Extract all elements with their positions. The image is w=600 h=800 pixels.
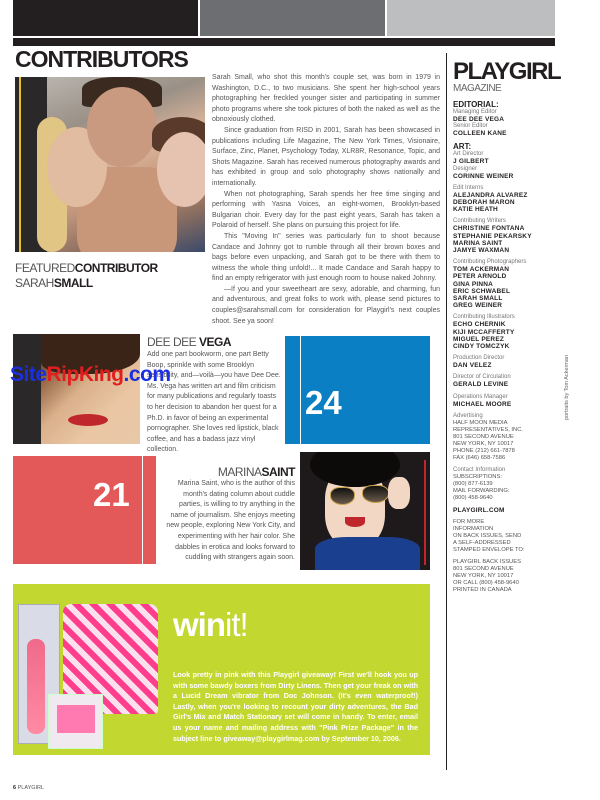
name-light: MARINA xyxy=(217,465,262,479)
info-line: A SELF-ADDRESSED xyxy=(453,540,511,547)
role-label: Production Director xyxy=(453,355,505,362)
contact-line: MAIL FORWARDING: xyxy=(453,487,510,494)
illus-mouth xyxy=(345,517,365,527)
title-bold: win xyxy=(173,606,225,643)
dee-dee-vega-name xyxy=(147,335,231,349)
name-light: DEE DEE xyxy=(147,335,200,349)
staff-name: MARINA SAINT xyxy=(453,239,503,247)
marina-saint-bio: Marina Saint, who is the author of this month's dating column about cuddle parties, is willing to try anything in the name of journalism. She enjoys meeting new people, exploring New York City, and experimenting with her hair color. She dabbles in erotica and looks forward to cuddling with strangers again soon. xyxy=(166,480,295,562)
couple-photo-image xyxy=(47,77,205,252)
address-line: NEW YORK, NY 10017 xyxy=(453,573,514,580)
box-divider xyxy=(142,456,143,564)
illus-hand xyxy=(388,477,410,509)
staff-name: ECHO CHERNIK xyxy=(453,321,506,329)
giveaway-body: Look pretty in pink with this Playgirl giveaway! First we'll hook you up with some bawdy boxers from Dirty Linens. Then get your freak on with a Lucid Dream vibrator from Doc Johnson. (It's even waterproof!) Lastly, when you're looking to recount your dirty adventures, the Bad Girl's Mix and Match Stationary set will come in handy. To enter, email us your name and mailing address with "Pink Prize Package" in the subject line to giveaway@playgirlmag.com by September 10, 2006. xyxy=(173,670,418,743)
staff-name: KATIE HEATH xyxy=(453,206,498,214)
address-line: NEW YORK, NY 10017 xyxy=(453,440,514,447)
contact-section xyxy=(453,467,593,502)
illus-hair xyxy=(310,452,400,487)
name-light: SARAH xyxy=(15,276,54,290)
page-footer xyxy=(13,785,44,791)
page-number-box-blue xyxy=(285,336,430,444)
staff-name: DAN VELEZ xyxy=(453,362,492,370)
footer-brand: PLAYGIRL xyxy=(17,785,45,791)
address-line: PRINTED IN CANADA xyxy=(453,587,512,594)
role-label: Advertising xyxy=(453,412,483,419)
bar-segment-dark xyxy=(13,0,198,36)
advertising-section xyxy=(453,413,593,462)
info-line: FOR MORE xyxy=(453,519,485,526)
website-section xyxy=(453,507,593,514)
staff-name: ALEJANDRA ALVAREZ xyxy=(453,191,528,199)
fax-line: FAX (646) 658-7586 xyxy=(453,454,506,461)
bio-paragraph: Since graduation from RISD in 2001, Sarah has been showcased in publications including Life Magazine, The New York Times, Visionaire, Surface, Zinc, Planet, Psychology Today, XLR8R, Resonance, Topic, and Shots Magazine. Sarah has received numerous photography awards and has exhibited in group and solo photography shows nationally and internationally. xyxy=(212,126,440,187)
contributing-writers-section xyxy=(453,218,593,254)
giveaway-title xyxy=(173,606,248,644)
staff-name: ERIC SCHWABEL xyxy=(453,287,511,295)
role-label: Operations Manager xyxy=(453,393,508,400)
name-bold: VEGA xyxy=(199,335,232,349)
featured-contributor-label xyxy=(15,261,158,291)
box-divider xyxy=(300,336,301,444)
operations-section xyxy=(453,394,593,408)
bar-segment-light xyxy=(387,0,555,36)
staff-name: DEBORAH MARON xyxy=(453,199,515,207)
role-label: Senior Editor xyxy=(453,123,488,130)
dee-dee-vega-photo xyxy=(13,334,140,444)
watermark-part: Site xyxy=(10,363,47,386)
staff-name: JAMYE WAXMAN xyxy=(453,247,510,255)
contributing-photographers-section xyxy=(453,259,593,309)
staff-name: DEE DEE VEGA xyxy=(453,116,505,123)
role-label: Contributing Illustrators xyxy=(453,314,515,321)
staff-name: GREG WEINER xyxy=(453,302,503,310)
phone-line: PHONE (212) 661-7878 xyxy=(453,447,515,454)
info-line: STAMPED ENVELOPE TO: xyxy=(453,547,525,554)
edit-interns-section xyxy=(453,185,593,214)
section-heading: ART: xyxy=(453,142,472,152)
illus-shirt xyxy=(315,537,420,570)
staff-name: GERALD LEVINE xyxy=(453,381,509,389)
playgirl-logo: PLAYGIRL xyxy=(453,58,561,85)
name-bold: SMALL xyxy=(53,276,93,290)
address-line: PLAYGIRL BACK ISSUES xyxy=(453,559,521,566)
stationary-card xyxy=(57,705,95,733)
staff-name: SARAH SMALL xyxy=(453,295,503,303)
label-light: FEATURED xyxy=(15,261,75,275)
staff-name: KIJI MCCAFFERTY xyxy=(453,328,515,336)
staff-name: GINA PINNA xyxy=(453,280,494,288)
contributing-illustrators-section xyxy=(453,314,593,350)
role-label: Director of Circulation xyxy=(453,374,511,381)
section-heading: EDITORIAL: xyxy=(453,100,499,109)
featured-bio xyxy=(212,73,440,327)
footer-page-number: 6 xyxy=(13,785,17,791)
marina-saint-name xyxy=(165,465,295,479)
page-number: 24 xyxy=(305,384,342,421)
photo-accent-stripe xyxy=(19,77,21,252)
label-bold: CONTRIBUTOR xyxy=(74,261,158,275)
address-line: 801 SECOND AVENUE xyxy=(453,566,514,573)
role-label: Art Director xyxy=(453,151,484,158)
bio-paragraph: This "Moving In" series was particularly fun to shoot because Candace and Johnny got to rumble through all their brown boxes and bags before even unpacking, and Sarah got to be there with them to witness the whole thing unfold!... It made Candace and Sarah happy to find an empty refrigerator with just enough room to house naked Johnny. xyxy=(212,232,440,283)
name-bold: SAINT xyxy=(261,465,295,479)
watermark xyxy=(10,363,171,387)
bar-segment-mid xyxy=(200,0,385,36)
role-label: Edit Interns xyxy=(453,184,484,191)
page-number: 21 xyxy=(93,476,130,513)
header-rule xyxy=(13,38,555,46)
address-line: REPRESENTATIVES, INC. xyxy=(453,426,524,433)
contact-line: (800) 458-9640 xyxy=(453,494,493,501)
staff-name: J GILBERT xyxy=(453,158,489,166)
address-line: HALF MOON MEDIA xyxy=(453,419,508,426)
photo-figure xyxy=(157,132,205,207)
logo-subtitle: MAGAZINE xyxy=(453,83,502,94)
staff-name: STEPHANIE PEKARSKY xyxy=(453,232,532,240)
portrait-lips xyxy=(68,414,108,426)
sunglasses-icon xyxy=(330,487,355,505)
illus-accent-line xyxy=(424,460,426,565)
role-label: Designer xyxy=(453,165,478,172)
marina-saint-illustration xyxy=(300,452,430,570)
role-label: Contact Information xyxy=(453,466,506,473)
staff-name: CORINNE WEINER xyxy=(453,172,514,180)
website-link[interactable]: PLAYGIRL.COM xyxy=(453,506,505,514)
back-issues-address xyxy=(453,559,593,594)
vibrator-image xyxy=(27,639,45,734)
sunglasses-icon xyxy=(362,485,389,503)
contact-line: (800) 877-6139 xyxy=(453,480,493,487)
back-issues-info xyxy=(453,519,593,554)
address-line: OR CALL (800) 458-9640 xyxy=(453,580,519,587)
bio-paragraph: Sarah Small, who shot this month's couple set, was born in 1979 in Washington, D.C., to two musicians. She spent her high-school years photographing her freckled younger sister and participating in summer photo programs where she took pictures of both the naked as well as the obnoxiously clothed. xyxy=(212,74,440,124)
featured-photo xyxy=(15,77,205,252)
stationary-set-image xyxy=(48,694,103,749)
address-line: 801 SECOND AVENUE xyxy=(453,433,514,440)
editorial-section xyxy=(453,100,593,137)
watermark-part: RipKing xyxy=(46,363,124,386)
watermark-part: .com xyxy=(123,363,171,386)
title-light: it! xyxy=(225,606,248,643)
role-label: Contributing Photographers xyxy=(453,259,527,266)
info-line: ON BACK ISSUES, SEND xyxy=(453,533,522,540)
page-title: CONTRIBUTORS xyxy=(15,46,188,72)
bio-paragraph: When not photographing, Sarah spends her free time singing and performing with Yasna Voices, an eight-women, Brooklyn-based Bulgarian choir. Every day for the past eight years, Sarah has taken a Polaroid of herself. She plans on pursuing this project for life. xyxy=(212,190,440,230)
staff-name: TOM ACKERMAN xyxy=(453,266,510,274)
header-color-bar xyxy=(13,0,555,36)
staff-name: CHRISTINE FONTANA xyxy=(453,225,525,233)
circulation-section xyxy=(453,374,593,388)
staff-name: CINDY TOMCZYK xyxy=(453,343,510,351)
staff-name: MICHAEL MOORE xyxy=(453,400,512,408)
role-label: Contributing Writers xyxy=(453,218,506,225)
page-number-box-red xyxy=(13,456,156,564)
contact-line: SUBSCRIPTIONS: xyxy=(453,473,502,480)
dee-dee-vega-bio: Add one part bookworm, one part Betty Boop, sprinkle with some Brooklyn sensibility, and—voilà—you have Dee Dee. Ms. Vega has written art and film criticism for many publications and regularly toasts to her decision to abandon her quest for a Ph.D. in favor of being an experimental pornographer. She loves red lipstick, black coffee, and has a badass jazz vinyl collection. xyxy=(147,351,281,454)
staff-name: PETER ARNOLD xyxy=(453,273,507,281)
info-line: INFORMATION xyxy=(453,526,494,533)
production-section xyxy=(453,355,593,369)
photo-credit: portraits by Tom Ackerman xyxy=(564,354,570,420)
staff-name: MIGUEL PEREZ xyxy=(453,335,505,343)
staff-name: COLLEEN KANE xyxy=(453,130,507,138)
masthead xyxy=(453,60,593,599)
photo-figure xyxy=(87,87,157,167)
column-divider xyxy=(446,53,447,770)
bio-paragraph: —If you and your sweetheart are sexy, adorable, and charming, fun and adventurous, and great folks to work with, please send pictures to couples@sarahsmall.com for consideration for Playgirl's next couples shoot. See ya soon! xyxy=(212,285,440,325)
art-section xyxy=(453,142,593,179)
role-label: Managing Editor xyxy=(453,109,497,115)
